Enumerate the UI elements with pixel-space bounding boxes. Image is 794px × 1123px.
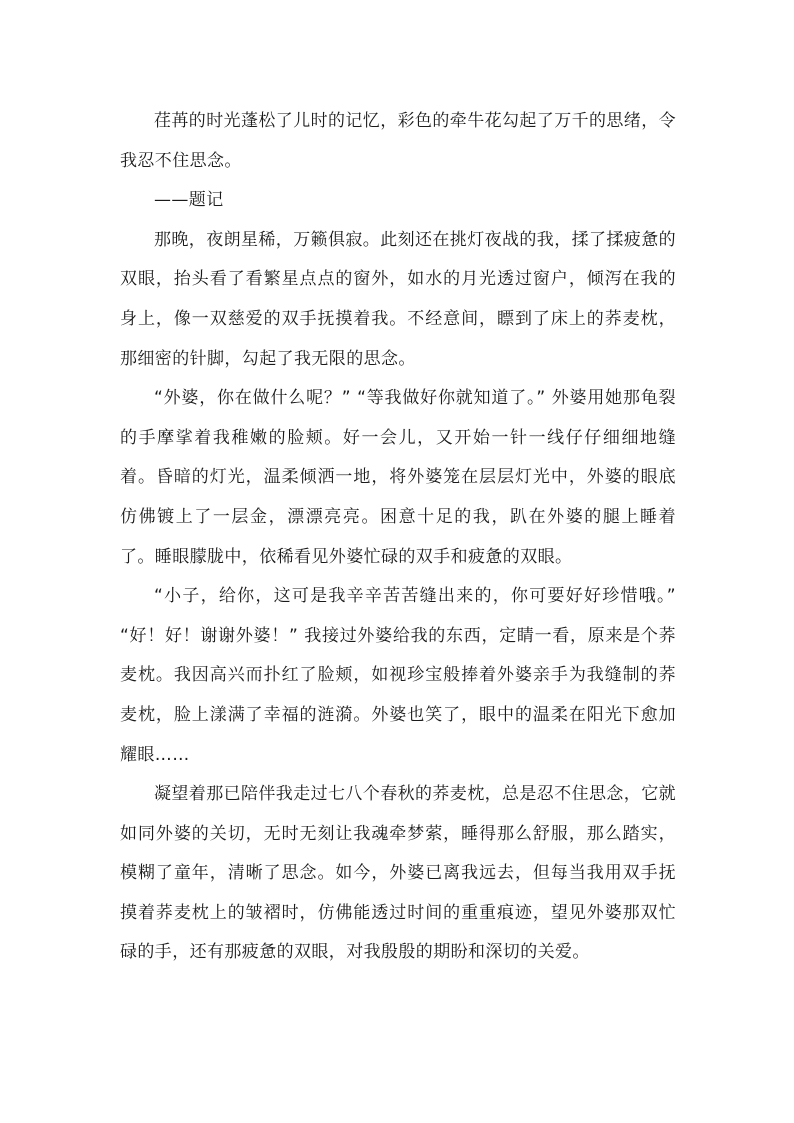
paragraph-night-scene: 那晚，夜朗星稀，万籁俱寂。此刻还在挑灯夜战的我，揉了揉疲惫的双眼，抬头看了看繁星点点的窗外，如水的月光透过窗户，倾泻在我的身上，像一双慈爱的双手抚摸着我。不经意间，瞟到了床上的荞麦枕，那细密的针脚，勾起了我无限的思念。 bbox=[120, 229, 676, 369]
paragraph-reflection: 凝望着那已陪伴我走过七八个春秋的荞麦枕，总是忍不住思念，它就如同外婆的关切，无时无刻让我魂牵梦萦，睡得那么舒服，那么踏实，模糊了童年，清晰了思念。如今，外婆已离我远去，但每当我用双手抚摸着荞麦枕上的皱褶时，仿佛能透过时间的重重痕迹，望见外婆那双忙碌的手，还有那疲惫的双眼，对我殷殷的期盼和深切的关爱。 bbox=[120, 784, 676, 963]
paragraph-pillow-gift: “小子，给你，这可是我辛辛苦苦缝出来的，你可要好好珍惜哦。” “好！好！谢谢外婆！” 我接过外婆给我的东西，定睛一看，原来是个荞麦枕。我因高兴而扑红了脸颊，如视珍宝般捧着外婆亲手为我缝制的荞麦枕，脸上漾满了幸福的涟漪。外婆也笑了，眼中的温柔在阳光下愈加耀眼…… bbox=[120, 586, 676, 765]
essay-body bbox=[120, 102, 676, 973]
paragraph-grandma-sewing: “外婆，你在做什么呢？” “等我做好你就知道了。” 外婆用她那龟裂的手摩挲着我稚嫩的脸颊。好一会儿，又开始一针一线仔仔细细地缝着。昏暗的灯光，温柔倾洒一地，将外婆笼在层层灯光中，外婆的眼底仿佛镀上了一层金，漂漂亮亮。困意十足的我，趴在外婆的腿上睡着了。睡眼朦胧中，依稀看见外婆忙碌的双手和疲惫的双眼。 bbox=[120, 388, 676, 567]
epigraph-label: ——题记 bbox=[154, 190, 224, 211]
intro-paragraph: 荏苒的时光蓬松了儿时的记忆，彩色的牵牛花勾起了万千的思绪，令我忍不住思念。 bbox=[120, 111, 676, 171]
